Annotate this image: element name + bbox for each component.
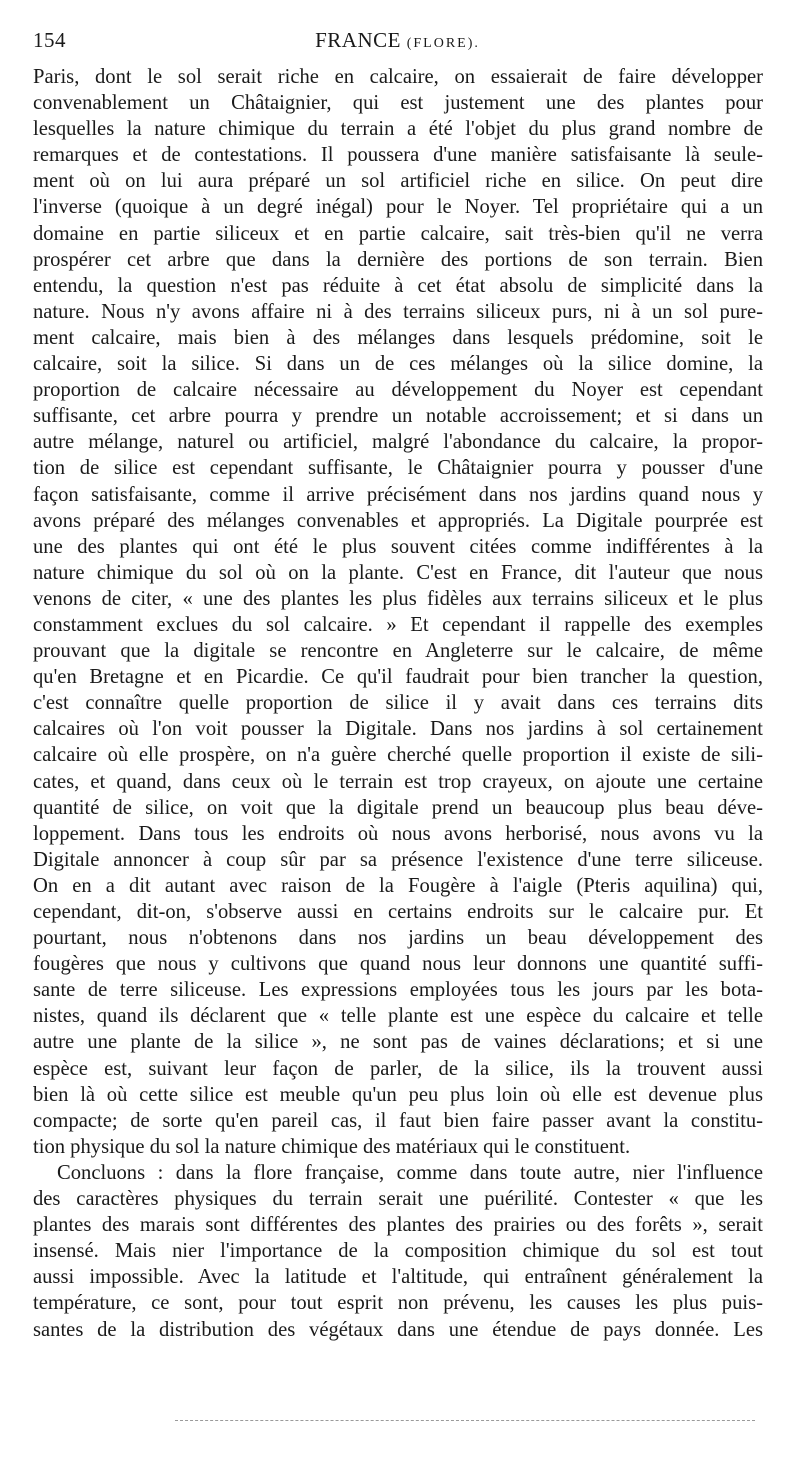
text-line: Digitale annoncer à coup sûr par sa présence l'existence d'une terre siliceuse. xyxy=(33,848,763,871)
text-line: calcaires où l'on voit pousser la Digitale. Dans nos jardins à sol certainement xyxy=(33,718,763,741)
text-line: entendu, la question n'est pas réduite à cet état absolu de simplicité dans la xyxy=(33,274,763,297)
text-line: proportion de calcaire nécessaire au développement du Noyer est cependant xyxy=(33,379,763,402)
text-line: calcaire où elle prospère, on n'a guère cherché quelle proportion il existe de sili- xyxy=(33,744,763,767)
text-line: nature. Nous n'y avons affaire ni à des terrains siliceux purs, ni à un sol pure- xyxy=(33,300,763,323)
text-line: prospérer cet arbre que dans la dernière des portions de son terrain. Bien xyxy=(33,248,763,271)
text-line: sante de terre siliceuse. Les expressions employées tous les jours par les bota- xyxy=(33,979,763,1002)
page-number: 154 xyxy=(33,28,66,52)
text-line: constamment exclues du sol calcaire. » Et cependant il rappelle des exemples xyxy=(33,613,763,636)
text-line: loppement. Dans tous les endroits où nous avons herborisé, nous avons vu la xyxy=(33,822,763,845)
text-line: remarques et de contestations. Il poussera d'une manière satisfaisante là seule- xyxy=(33,144,763,167)
text-line: façon satisfaisante, comme il arrive précisément dans nos jardins quand nous y xyxy=(33,483,763,506)
text-line: nistes, quand ils déclarent que « telle plante est une espèce du calcaire et telle xyxy=(33,1005,763,1028)
text-line: autre mélange, naturel ou artificiel, malgré l'abondance du calcaire, la propor- xyxy=(33,431,763,454)
text-line: qu'en Bretagne et en Picardie. Ce qu'il faudrait pour bien trancher la question, xyxy=(33,666,763,689)
text-line: l'inverse (quoique à un degré inégal) pour le Noyer. Tel propriétaire qui a un xyxy=(33,196,763,219)
text-line: pourtant, nous n'obtenons dans nos jardins un beau développement des xyxy=(33,927,763,950)
text-line: bien là où cette silice est meuble qu'un peu plus loin où elle est devenue plus xyxy=(33,1083,763,1106)
text-line: ment où on lui aura préparé un sol artificiel riche en silice. On peut dire xyxy=(33,170,763,193)
running-title xyxy=(33,28,762,53)
text-line: cates, et quand, dans ceux où le terrain est trop crayeux, on ajoute une certaine xyxy=(33,770,763,793)
text-line: une des plantes qui ont été le plus souvent citées comme indifférentes à la xyxy=(33,535,763,558)
text-line: lesquelles la nature chimique du terrain a été l'objet du plus grand nombre de xyxy=(33,118,763,141)
text-line: des caractères physiques du terrain serait une puérilité. Contester « que les xyxy=(33,1188,763,1211)
text-line: c'est connaître quelle proportion de silice il y avait dans ces terrains dits xyxy=(33,692,763,715)
text-line: venons de citer, « une des plantes les plus fidèles aux terrains siliceux et le plus xyxy=(33,587,763,610)
text-line: cependant, dit-on, s'observe aussi en certains endroits sur le calcaire pur. Et xyxy=(33,901,763,923)
text-line: Concluons : dans la flore française, comme dans toute autre, nier l'influence xyxy=(57,1161,763,1184)
text-line: insensé. Mais nier l'importance de la composition chimique du sol est tout xyxy=(33,1240,763,1263)
text-line: prouvant que la digitale se rencontre en Angleterre sur le calcaire, de même xyxy=(33,640,763,663)
running-title-subtitle: (FLORE). xyxy=(406,36,480,51)
text-line: calcaire, soit la silice. Si dans un de ces mélanges où la silice domine, la xyxy=(33,353,763,376)
running-title-main: FRANCE xyxy=(315,28,401,52)
paragraph xyxy=(33,1160,763,1343)
paragraph xyxy=(33,64,763,1160)
text-line: plantes des marais sont différentes des plantes des prairies ou des forêts », serait xyxy=(33,1214,763,1237)
body-text xyxy=(33,64,763,1343)
text-line: fougères que nous y cultivons que quand nous leur donnons une quantité suffi- xyxy=(33,953,763,976)
text-line: aussi impossible. Avec la latitude et l'altitude, qui entraînent généralement la xyxy=(33,1266,763,1289)
footer-rule xyxy=(175,1420,755,1421)
text-line: tion physique du sol la nature chimique des matériaux qui le constituent. xyxy=(33,1135,631,1158)
text-line: suffisante, cet arbre pourra y prendre un notable accroissement; et si dans un xyxy=(33,405,763,428)
text-line: nature chimique du sol où on la plante. C'est en France, dit l'auteur que nous xyxy=(33,561,763,584)
text-line: avons préparé des mélanges convenables et appropriés. La Digitale pourprée est xyxy=(33,509,763,532)
text-line: convenablement un Châtaignier, qui est justement une des plantes pour xyxy=(33,92,763,115)
text-line: quantité de silice, on voit que la digitale prend un beaucoup plus beau déve- xyxy=(33,796,763,819)
text-line: Paris, dont le sol serait riche en calcaire, on essaierait de faire développer xyxy=(33,66,763,88)
text-line: ment calcaire, mais bien à des mélanges dans lesquels prédomine, soit le xyxy=(33,326,763,349)
text-line: On en a dit autant avec raison de la Fougère à l'aigle (Pteris aquilina) qui, xyxy=(33,874,763,897)
text-line: domaine en partie siliceux et en partie calcaire, sait très-bien qu'il ne verra xyxy=(33,222,763,245)
text-line: tion de silice est cependant suffisante, le Châtaignier pourra y pousser d'une xyxy=(33,457,763,480)
text-line: compacte; de sorte qu'en pareil cas, il faut bien faire passer avant la constitu- xyxy=(33,1109,763,1132)
text-line: température, ce sont, pour tout esprit non prévenu, les causes les plus puis- xyxy=(33,1292,763,1315)
page-header xyxy=(33,28,762,58)
text-line: santes de la distribution des végétaux dans une étendue de pays donnée. Les xyxy=(33,1318,763,1341)
text-line: espèce est, suivant leur façon de parler, de la silice, ils la trouvent aussi xyxy=(33,1057,763,1080)
text-line: autre une plante de la silice », ne sont pas de vaines déclarations; et si une xyxy=(33,1031,763,1054)
